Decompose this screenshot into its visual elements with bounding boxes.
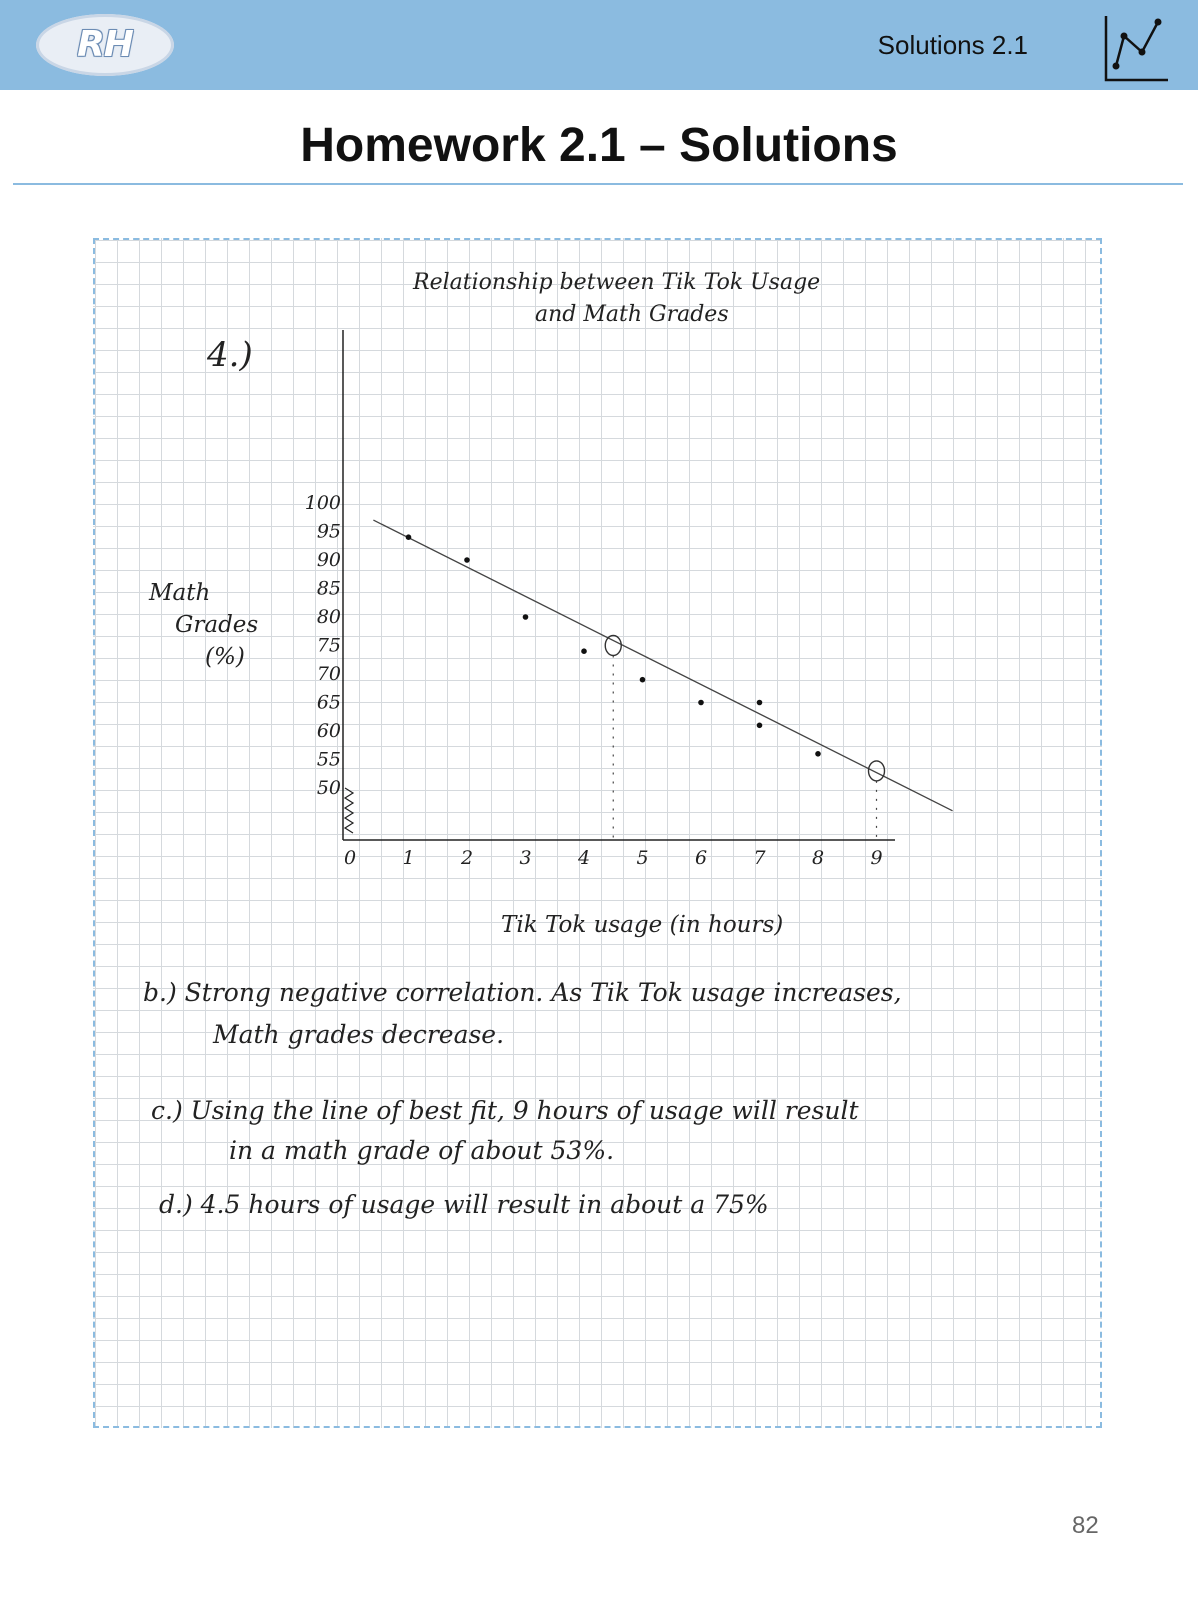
x-tick-label: 4 (577, 847, 591, 869)
y-tick-label: 90 (316, 549, 341, 571)
x-tick-label: 9 (870, 847, 883, 869)
x-tick-label: 8 (811, 847, 825, 869)
page-number: 82 (1072, 1512, 1099, 1539)
x-tick-label: 3 (519, 847, 532, 869)
answer-b-line2: Math grades decrease. (213, 1020, 505, 1049)
homework-scan (93, 238, 1102, 1428)
graph-title-line2: and Math Grades (535, 302, 729, 327)
data-point (406, 534, 412, 540)
scatter-plot (95, 240, 1100, 1426)
answer-c-line1: c.) Using the line of best fit, 9 hours of usage will result (151, 1096, 859, 1125)
data-point (640, 677, 646, 683)
section-label: Solutions 2.1 (877, 30, 1028, 60)
axis-break-mark (345, 788, 353, 833)
question-number: 4.) (207, 335, 253, 375)
y-axis-label-line3: (%) (205, 644, 245, 670)
data-point (523, 614, 529, 620)
x-tick-label: 2 (460, 847, 474, 869)
logo-text: RH (77, 24, 133, 65)
y-tick-label: 65 (316, 691, 341, 714)
data-point (757, 700, 763, 706)
y-tick-label: 80 (316, 606, 341, 628)
x-tick-label: 7 (753, 847, 766, 869)
predicted-point-circle (869, 761, 885, 781)
data-point (815, 751, 821, 757)
y-tick-label: 85 (316, 577, 341, 600)
data-point (581, 648, 587, 654)
best-fit-line (373, 520, 952, 811)
data-point (464, 557, 470, 563)
y-tick-label: 100 (304, 492, 341, 514)
data-point (698, 700, 704, 706)
y-tick-label: 60 (316, 720, 341, 742)
y-tick-label: 50 (316, 777, 341, 799)
header-bar (0, 0, 1198, 90)
answer-c-line2: in a math grade of about 53%. (229, 1136, 615, 1165)
x-tick-label: 1 (402, 847, 415, 869)
x-axis-label: Tik Tok usage (in hours) (501, 912, 784, 938)
graph-title-line1: Relationship between Tik Tok Usage (413, 270, 821, 295)
answer-d: d.) 4.5 hours of usage will result in about a 75% (159, 1190, 769, 1219)
x-tick-label: 5 (636, 847, 649, 869)
y-tick-label: 70 (316, 663, 341, 685)
title-divider (13, 183, 1183, 185)
y-tick-label: 75 (316, 634, 341, 657)
x-tick-label: 0 (343, 847, 357, 869)
x-tick-label: 6 (694, 847, 708, 869)
y-axis-label-line1: Math (149, 580, 211, 606)
page-title: Homework 2.1 – Solutions (300, 119, 898, 172)
rh-logo (36, 14, 174, 76)
predicted-point-circle (605, 636, 621, 656)
y-tick-label: 55 (316, 748, 341, 771)
y-axis-label-line2: Grades (175, 612, 259, 638)
y-tick-label: 95 (316, 520, 341, 543)
line-chart-icon (1102, 14, 1172, 84)
answer-b-line1: b.) Strong negative correlation. As Tik Tok usage increases, (143, 978, 902, 1007)
data-point (757, 723, 763, 729)
